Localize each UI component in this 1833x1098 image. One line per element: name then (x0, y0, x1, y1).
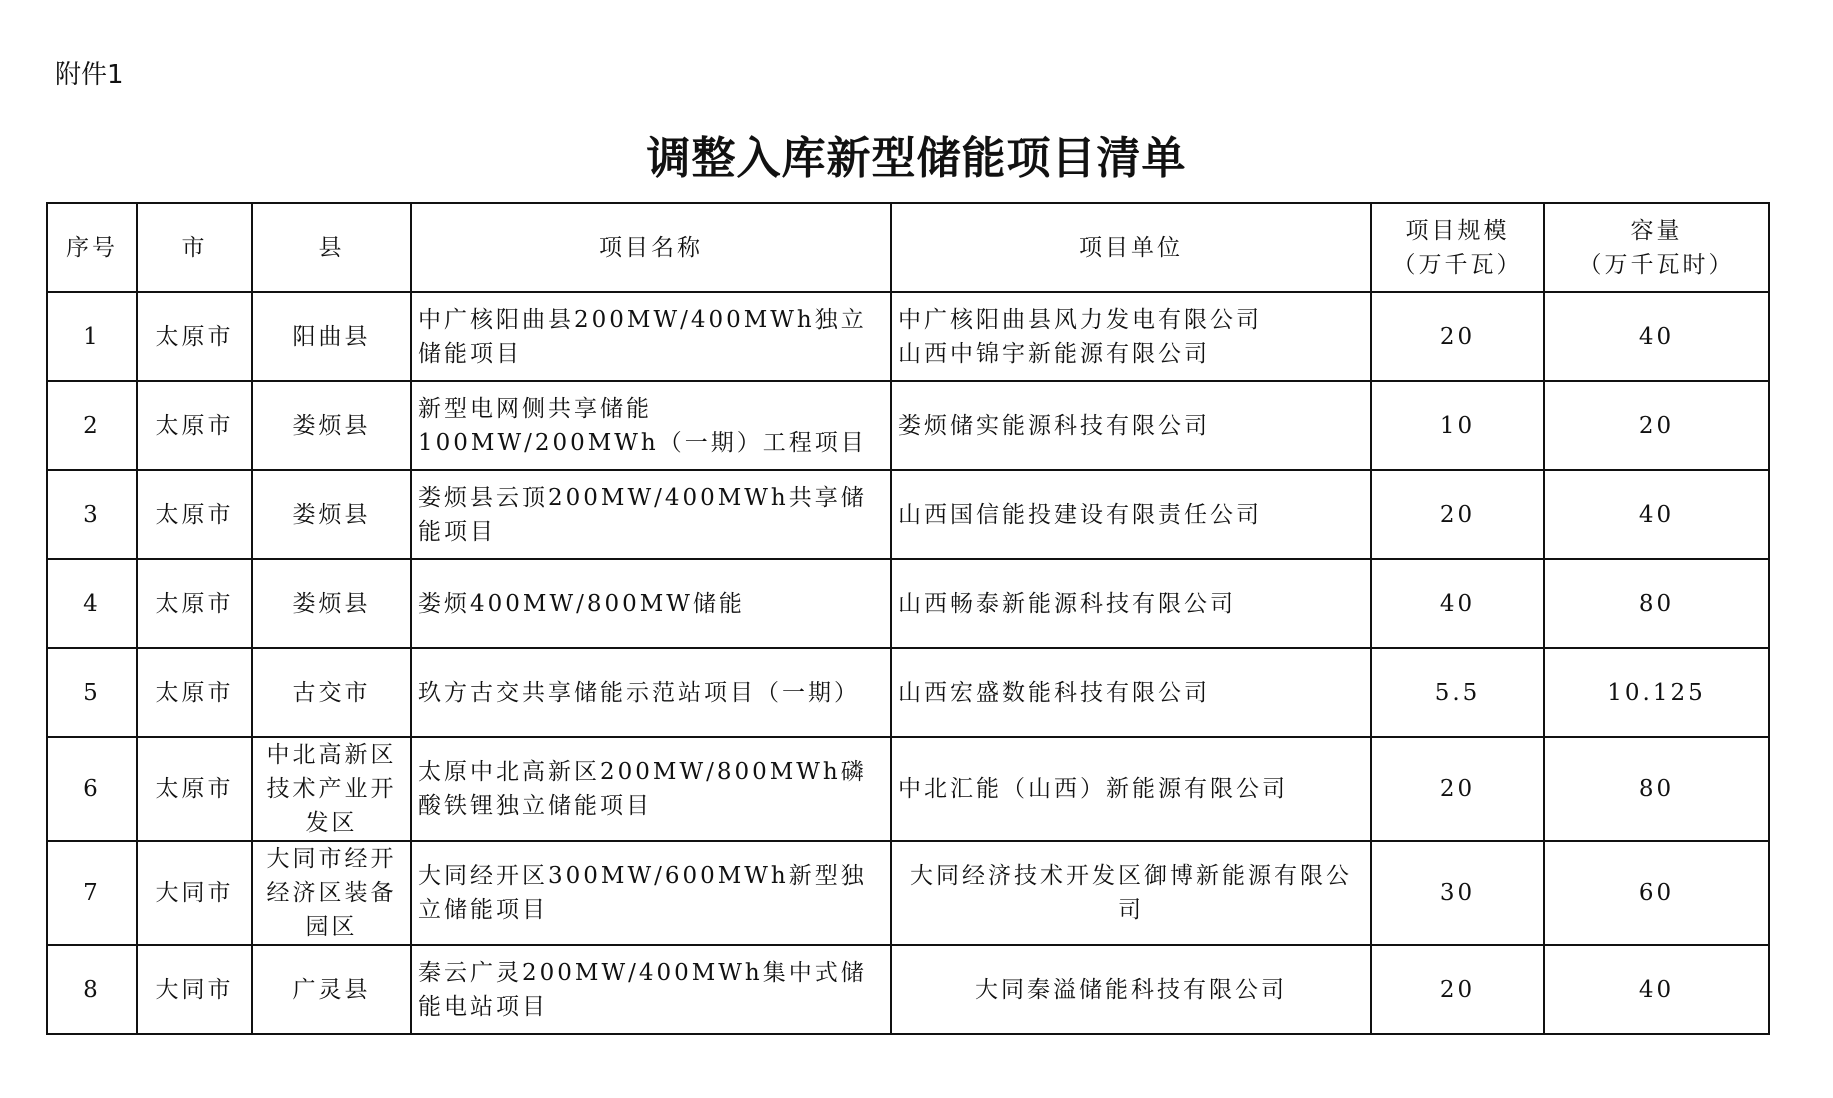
cell-project-name: 新型电网侧共享储能100MW/200MWh（一期）工程项目 (411, 381, 891, 470)
cell-county: 古交市 (252, 648, 411, 737)
cell-seq: 3 (47, 470, 137, 559)
table-row (47, 381, 1769, 470)
cell-county: 大同市经开经济区装备园区 (252, 841, 411, 945)
cell-seq: 6 (47, 737, 137, 841)
cell-capacity: 40 (1544, 945, 1769, 1034)
cell-scale: 20 (1371, 945, 1544, 1034)
attachment-label: 附件1 (55, 60, 124, 90)
cell-city: 大同市 (137, 945, 252, 1034)
cell-project-unit: 娄烦储实能源科技有限公司 (891, 381, 1371, 470)
cell-capacity: 40 (1544, 470, 1769, 559)
cell-project-name: 秦云广灵200MW/400MWh集中式储能电站项目 (411, 945, 891, 1034)
cell-project-unit: 大同秦溢储能科技有限公司 (891, 945, 1371, 1034)
cell-city: 大同市 (137, 841, 252, 945)
cell-city: 太原市 (137, 737, 252, 841)
header-project-name: 项目名称 (411, 203, 891, 292)
cell-scale: 10 (1371, 381, 1544, 470)
cell-project-name: 玖方古交共享储能示范站项目（一期） (411, 648, 891, 737)
cell-capacity: 20 (1544, 381, 1769, 470)
cell-scale: 20 (1371, 292, 1544, 381)
cell-county: 广灵县 (252, 945, 411, 1034)
cell-city: 太原市 (137, 648, 252, 737)
table-row (47, 559, 1769, 648)
cell-project-unit: 山西宏盛数能科技有限公司 (891, 648, 1371, 737)
header-capacity: 容量 （万千瓦时） (1544, 203, 1769, 292)
table-row (47, 737, 1769, 841)
table-row (47, 841, 1769, 945)
header-county: 县 (252, 203, 411, 292)
cell-city: 太原市 (137, 559, 252, 648)
cell-city: 太原市 (137, 381, 252, 470)
cell-project-name: 大同经开区300MW/600MWh新型独立储能项目 (411, 841, 891, 945)
cell-city: 太原市 (137, 470, 252, 559)
cell-seq: 8 (47, 945, 137, 1034)
table-row (47, 945, 1769, 1034)
table-row (47, 648, 1769, 737)
cell-seq: 7 (47, 841, 137, 945)
cell-project-unit: 山西畅泰新能源科技有限公司 (891, 559, 1371, 648)
cell-scale: 5.5 (1371, 648, 1544, 737)
header-seq: 序号 (47, 203, 137, 292)
cell-scale: 20 (1371, 737, 1544, 841)
cell-project-name: 太原中北高新区200MW/800MWh磷酸铁锂独立储能项目 (411, 737, 891, 841)
cell-county: 中北高新区技术产业开发区 (252, 737, 411, 841)
cell-capacity: 80 (1544, 559, 1769, 648)
header-city: 市 (137, 203, 252, 292)
table-row (47, 292, 1769, 381)
cell-scale: 20 (1371, 470, 1544, 559)
cell-seq: 4 (47, 559, 137, 648)
cell-project-unit: 大同经济技术开发区御博新能源有限公司 (891, 841, 1371, 945)
project-table (46, 202, 1770, 1035)
cell-capacity: 10.125 (1544, 648, 1769, 737)
cell-county: 娄烦县 (252, 559, 411, 648)
table-header-row (47, 203, 1769, 292)
cell-county: 娄烦县 (252, 381, 411, 470)
cell-capacity: 80 (1544, 737, 1769, 841)
cell-project-name: 娄烦县云顶200MW/400MWh共享储能项目 (411, 470, 891, 559)
cell-project-unit: 山西国信能投建设有限责任公司 (891, 470, 1371, 559)
cell-county: 娄烦县 (252, 470, 411, 559)
cell-seq: 1 (47, 292, 137, 381)
cell-seq: 2 (47, 381, 137, 470)
header-scale: 项目规模 （万千瓦） (1371, 203, 1544, 292)
cell-project-unit: 中广核阳曲县风力发电有限公司 山西中锦宇新能源有限公司 (891, 292, 1371, 381)
cell-city: 太原市 (137, 292, 252, 381)
cell-capacity: 60 (1544, 841, 1769, 945)
cell-scale: 30 (1371, 841, 1544, 945)
page-title: 调整入库新型储能项目清单 (646, 133, 1187, 184)
cell-project-name: 中广核阳曲县200MW/400MWh独立储能项目 (411, 292, 891, 381)
cell-county: 阳曲县 (252, 292, 411, 381)
cell-scale: 40 (1371, 559, 1544, 648)
table-row (47, 470, 1769, 559)
cell-capacity: 40 (1544, 292, 1769, 381)
cell-project-unit: 中北汇能（山西）新能源有限公司 (891, 737, 1371, 841)
cell-project-name: 娄烦400MW/800MW储能 (411, 559, 891, 648)
cell-seq: 5 (47, 648, 137, 737)
header-project-unit: 项目单位 (891, 203, 1371, 292)
